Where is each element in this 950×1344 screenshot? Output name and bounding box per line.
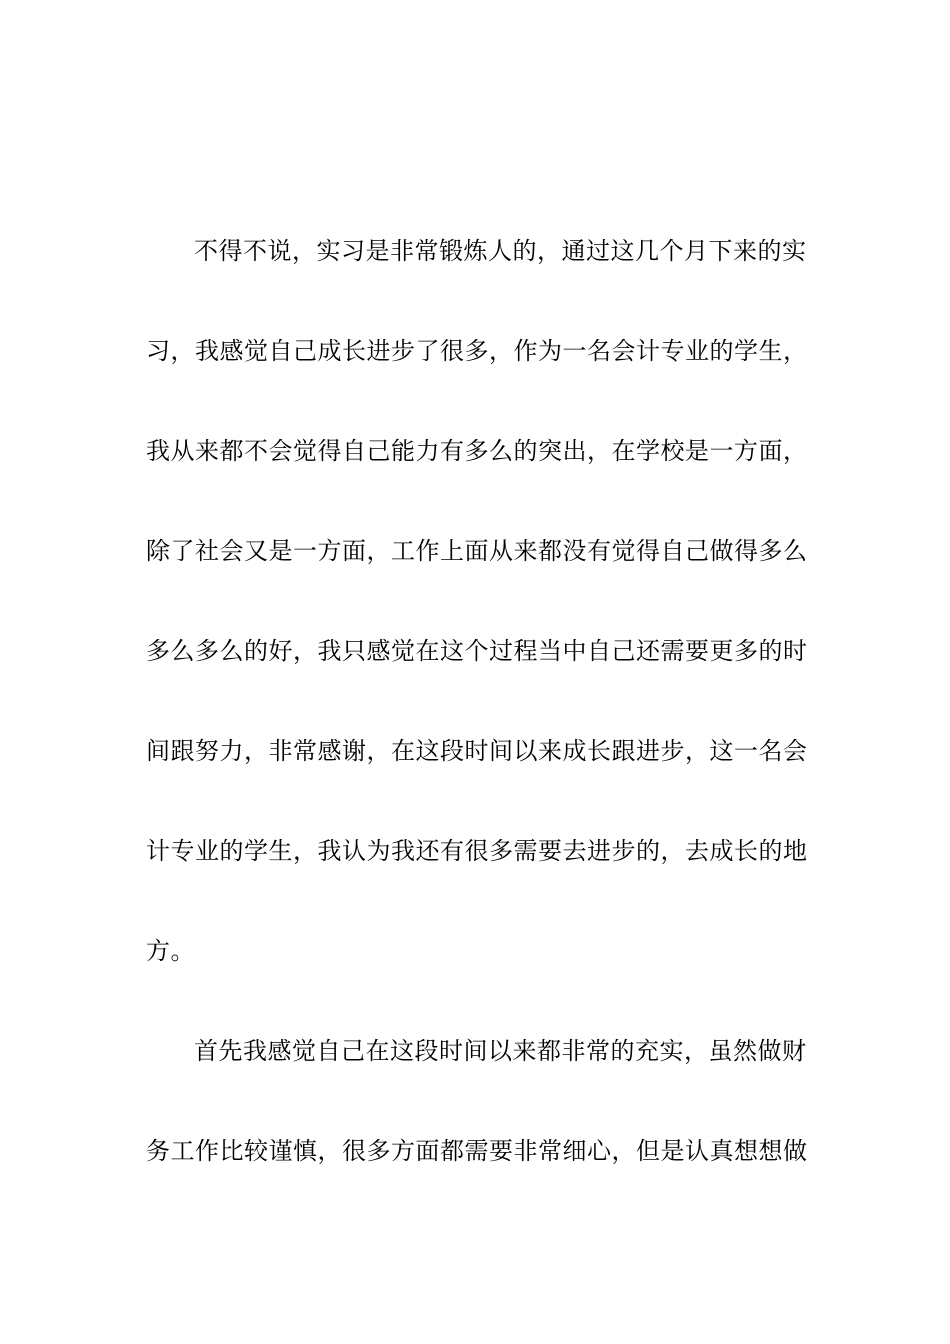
paragraph-1-line-2: 习，我感觉自己成长进步了很多，作为一名会计专业的学生， xyxy=(146,337,808,365)
paragraph-2-line-1: 首先我感觉自己在这段时间以来都非常的充实，虽然做财 xyxy=(194,1037,807,1065)
paragraph-1-line-7: 计专业的学生，我认为我还有很多需要去进步的，去成长的地 xyxy=(146,837,808,865)
paragraph-1-line-4: 除了社会又是一方面，工作上面从来都没有觉得自己做得多么 xyxy=(146,537,808,565)
paragraph-1-line-5: 多么多么的好，我只感觉在这个过程当中自己还需要更多的时 xyxy=(146,637,808,665)
paragraph-1-line-1: 不得不说，实习是非常锻炼人的，通过这几个月下来的实 xyxy=(194,237,807,265)
paragraph-1-line-6: 间跟努力，非常感谢，在这段时间以来成长跟进步，这一名会 xyxy=(146,737,808,765)
paragraph-2-line-2: 务工作比较谨慎，很多方面都需要非常细心，但是认真想想做 xyxy=(146,1137,808,1165)
paragraph-1-line-8: 方。 xyxy=(146,937,195,965)
paragraph-1-line-3: 我从来都不会觉得自己能力有多么的突出，在学校是一方面， xyxy=(146,437,808,465)
